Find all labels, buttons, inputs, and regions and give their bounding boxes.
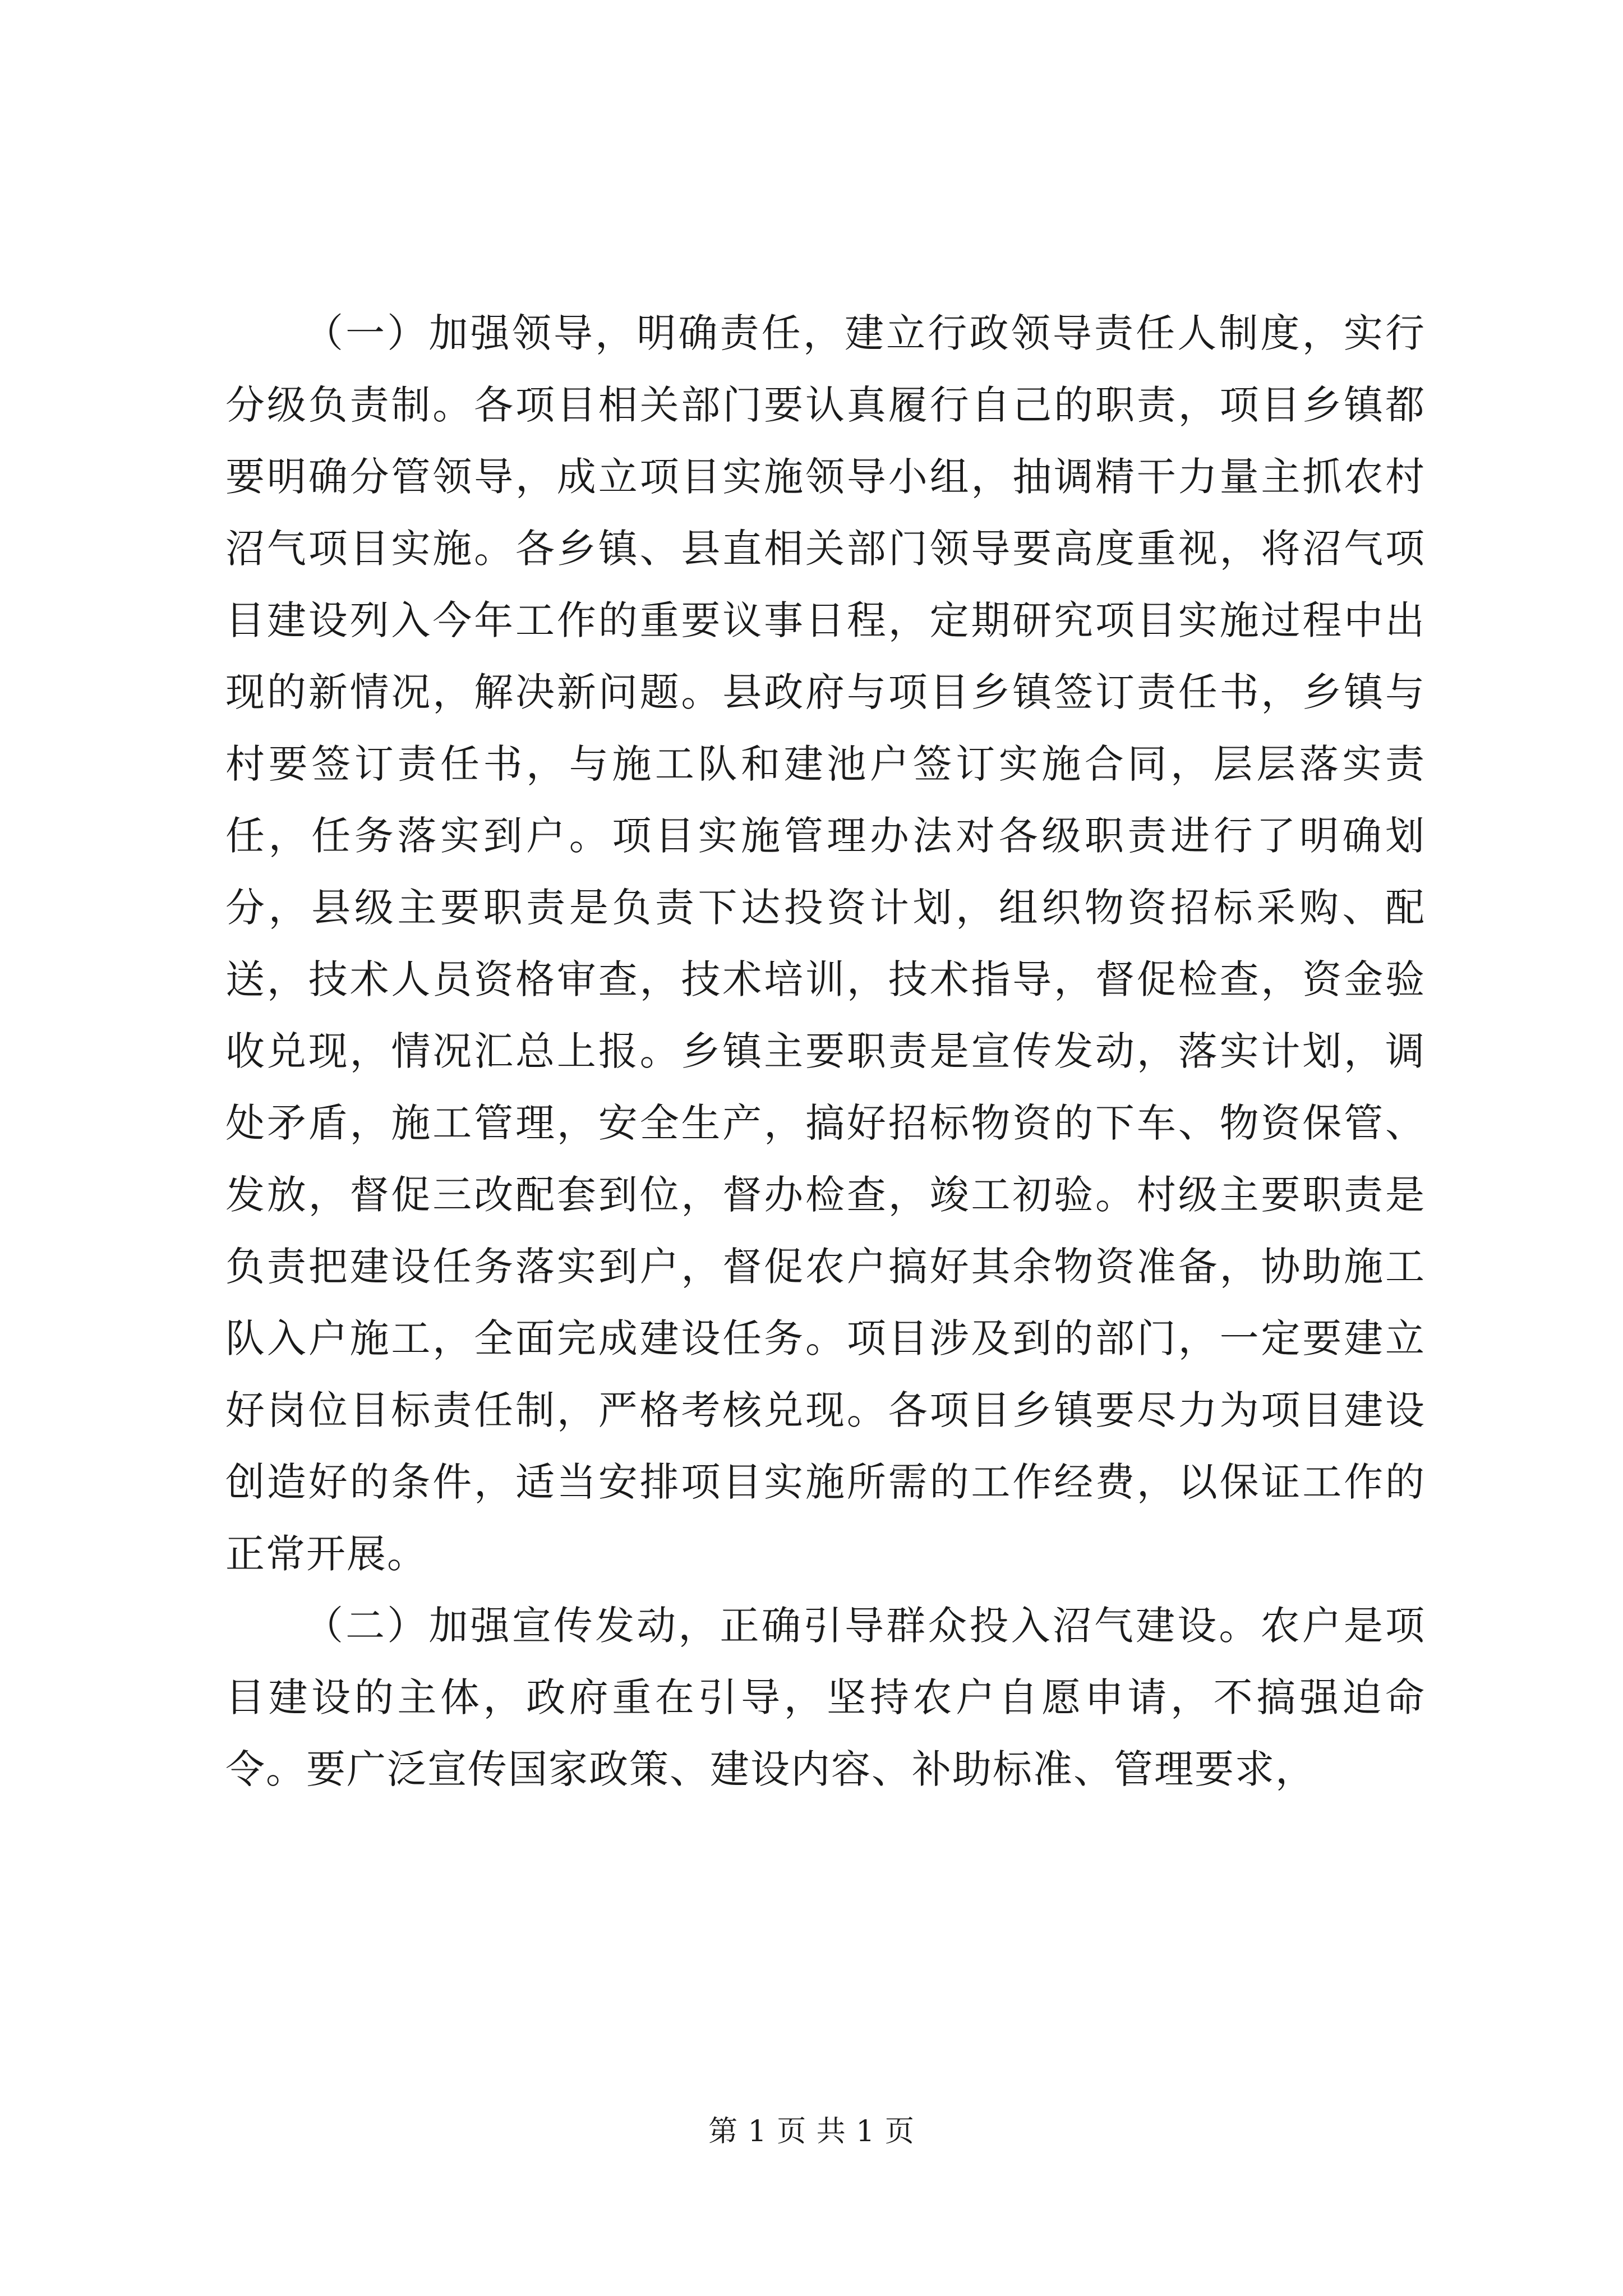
page-footer: 第 1 页 共 1 页 [708, 2115, 915, 2148]
paragraph-1: （一）加强领导，明确责任，建立行政领导责任人制度，实行分级负责制。各项目相关部门要认真履行自己的职责，项目乡镇都要明确分管领导，成立项目实施领导小组，抽调精干力量主抓农村沼气项目实施。各乡镇、县直相关部门领导要高度重视，将沼气项目建设列入今年工作的重要议事日程，定期研究项目实施过程中出现的新情况，解决新问题。县政府与项目乡镇签订责任书，乡镇与村要签订责任书，与施工队和建池户签订实施合同，层层落实责任，任务落实到户。项目实施管理办法对各级职责进行了明确划分，县级主要职责是负责下达投资计划，组织物资招标采购、配送，技术人员资格审查，技术培训，技术指导，督促检查，资金验收兑现，情况汇总上报。乡镇主要职责是宣传发动，落实计划，调处矛盾，施工管理，安全生产，搞好招标物资的下车、物资保管、发放，督促三改配套到位，督办检查，竣工初验。村级主要职责是负责把建设任务落实到户，督促农户搞好其余物资准备，协助施工队入户施工，全面完成建设任务。项目涉及到的部门，一定要建立好岗位目标责任制，严格考核兑现。各项目乡镇要尽力为项目建设创造好的条件，适当安排项目实施所需的工作经费，以保证工作的正常开展。 [225, 310, 1426, 1577]
paragraph-2: （二）加强宣传发动，正确引导群众投入沼气建设。农户是项目建设的主体，政府重在引导，坚持农户自愿申请，不搞强迫命令。要广泛宣传国家政策、建设内容、补助标准、管理要求， [225, 1603, 1426, 1792]
document-body [225, 297, 1426, 1805]
